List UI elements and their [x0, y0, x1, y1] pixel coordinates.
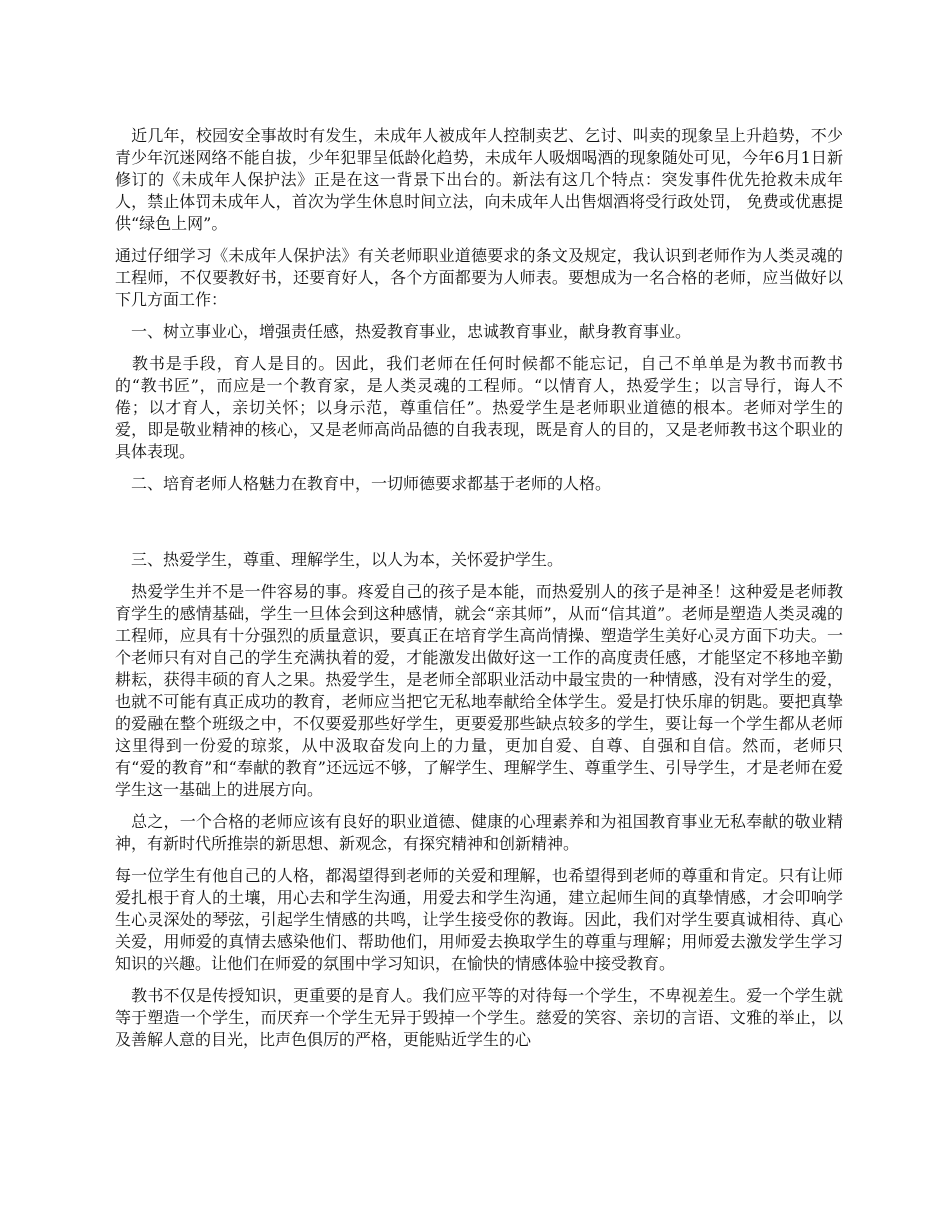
- heading-point-three: 三、热爱学生，尊重、理解学生，以人为本，关怀爱护学生。: [115, 550, 564, 569]
- paragraph-educating: 教书不仅是传授知识，更重要的是育人。我们应平等的对待每一个学生，不卑视差生。爱一个学生就等于塑造一个学生，而厌弃一个学生无异于毁掉一个学生。慈爱的笑容、亲切的言语、文雅的举止，以及善解人意的目光，比声色俱厉的严格，更能贴近学生的心: [115, 986, 843, 1049]
- heading-point-one: 一、树立事业心，增强责任感，热爱教育事业，忠诚教育事业，献身教育事业。: [115, 322, 692, 341]
- paragraph-study: 通过仔细学习《未成年人保护法》有关老师职业道德要求的条文及规定，我认识到老师作为人类灵魂的工程师，不仅要教好书，还要育好人，各个方面都要为人师表。要想成为一名合格的老师，应当做好以下几方面工作：: [115, 246, 843, 309]
- paragraph-summary: 总之，一个合格的老师应该有良好的职业道德、健康的心理素养和为祖国教育事业无私奉献的敬业精神，有新时代所推崇的新思想、新观念，有探究精神和创新精神。: [115, 812, 843, 853]
- paragraph-intro: 近几年，校园安全事故时有发生，未成年人被成年人控制卖艺、乞讨、叫卖的现象呈上升趋势，不少青少年沉迷网络不能自拔，少年犯罪呈低龄化趋势，未成年人吸烟喝酒的现象随处可见，今年6月1日新修订的《未成年人保护法》正是在这一背景下出台的。新法有这几个特点：突发事件优先抢救未成年人，禁止体罚未成年人，首次为学生休息时间立法，向未成年人出售烟酒将受行政处罚， 免费或优惠提供“绿色上网”。: [115, 126, 843, 233]
- paragraph-teaching: 教书是手段，育人是目的。因此，我们老师在任何时候都不能忘记，自己不单单是为教书而教书的“教书匠”，而应是一个教育家，是人类灵魂的工程师。“以情育人，热爱学生；以言导行，诲人不倦；以才育人，亲切关怀；以身示范，尊重信任”。热爱学生是老师职业道德的根本。老师对学生的爱，即是敬业精神的核心，又是老师高尚品德的自我表现，既是育人的目的，又是老师教书这个职业的具体表现。: [115, 354, 843, 461]
- document-page: [115, 125, 843, 1061]
- paragraph-love-students: 热爱学生并不是一件容易的事。疼爱自己的孩子是本能，而热爱别人的孩子是神圣！这种爱是老师教育学生的感情基础，学生一旦体会到这种感情，就会“亲其师”，从而“信其道”。老师是塑造人类灵魂的工程师，应具有十分强烈的质量意识，要真正在培育学生高尚情操、塑造学生美好心灵方面下功夫。一个老师只有对自己的学生充满执着的爱，才能激发出做好这一工作的高度责任感，才能坚定不移地辛勤耕耘，获得丰硕的育人之果。热爱学生，是老师全部职业活动中最宝贵的一种情感，没有对学生的爱，也就不可能有真正成功的教育，老师应当把它无私地奉献给全体学生。爱是打快乐扉的钥匙。要把真挚的爱融在整个班级之中，不仅要爱那些好学生，更要爱那些缺点较多的学生，要让每一个学生都从老师这里得到一份爱的琼浆，从中汲取奋发向上的力量，更加自爱、自尊、自强和自信。然而，老师只有“爱的教育”和“奉献的教育”还远远不够，了解学生、理解学生、尊重学生、引导学生，才是老师在爱学生这一基础上的进展方向。: [115, 582, 843, 799]
- paragraph-personality: 每一位学生有他自己的人格，都渴望得到老师的关爱和理解，也希望得到老师的尊重和肯定。只有让师爱扎根于育人的土壤，用心去和学生沟通，用爱去和学生沟通，建立起师生间的真挚情感，才会叩响学生心灵深处的琴弦，引起学生情感的共鸣，让学生接受你的教诲。因此，我们对学生要真诚相待、真心关爱，用师爱的真情去感染他们、帮助他们，用师爱去换取学生的尊重与理解；用师爱去激发学生学习知识的兴趣。让他们在师爱的氛围中学习知识，在愉快的情感体验中接受教育。: [115, 866, 843, 973]
- blank-gap: [115, 505, 843, 549]
- heading-point-two: 二、培育老师人格魅力在教育中，一切师德要求都基于老师的人格。: [115, 474, 612, 493]
